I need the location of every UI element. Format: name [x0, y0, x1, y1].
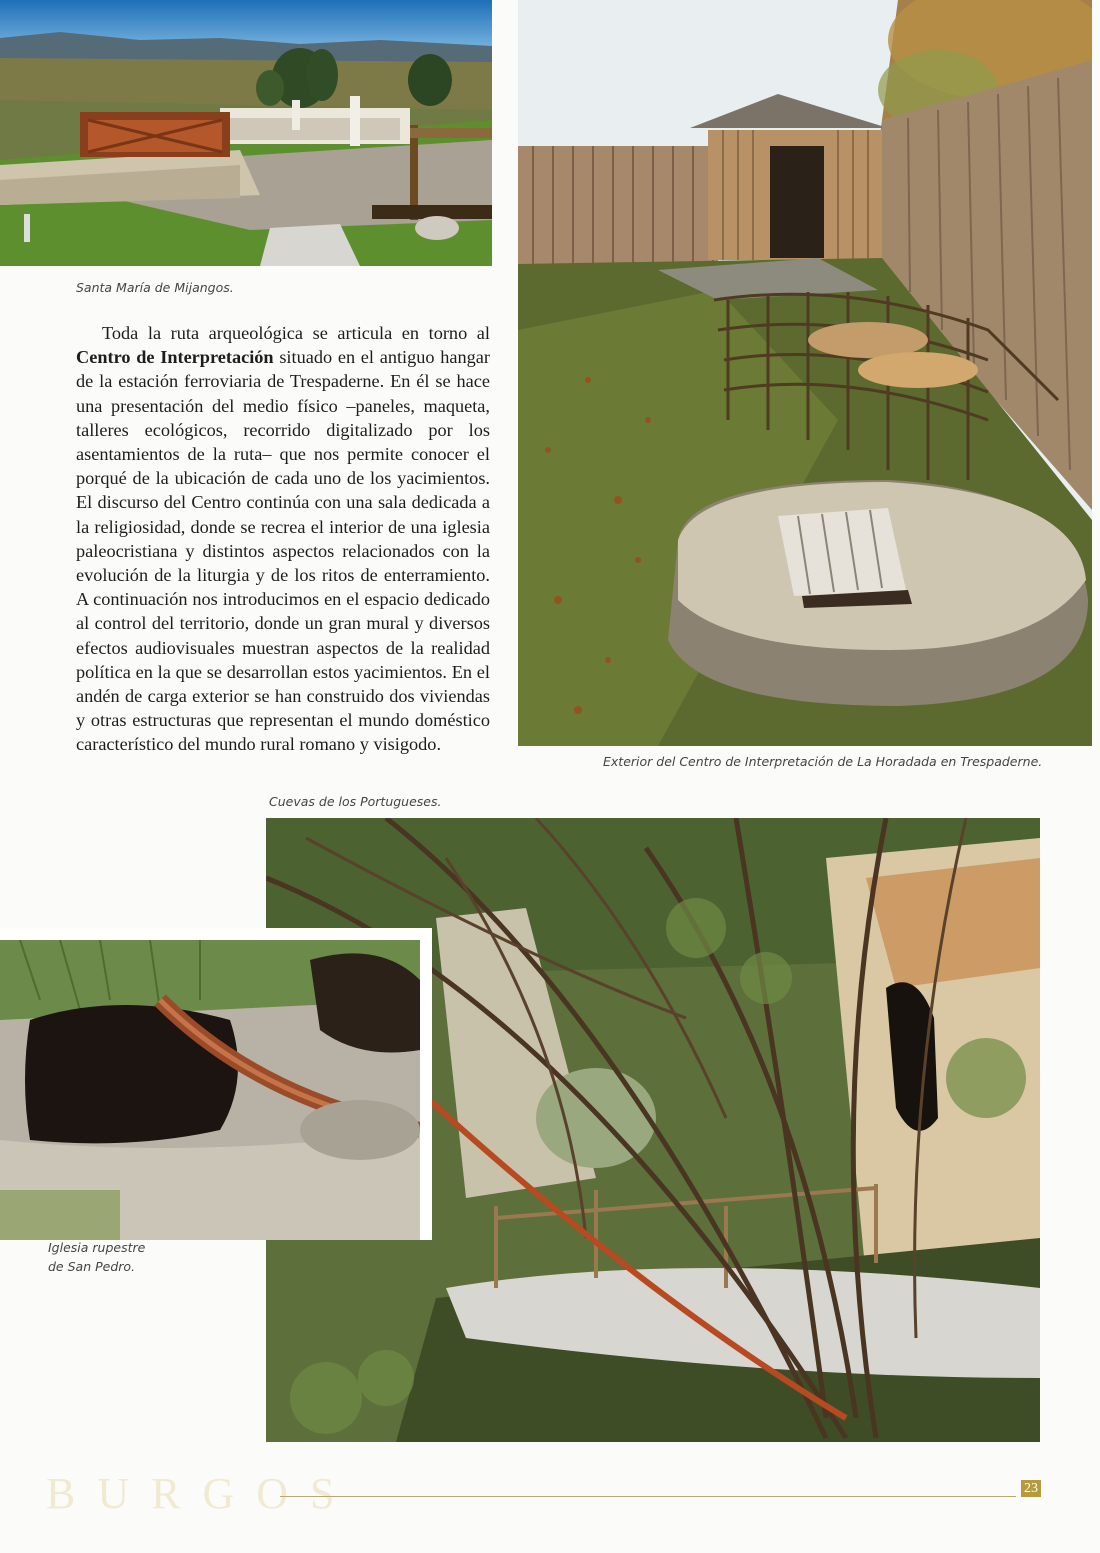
- caption-portugueses: Cuevas de los Portugueses.: [269, 794, 442, 809]
- photo-santa-maria-de-mijangos: [0, 0, 492, 266]
- caption-san-pedro-line1: Iglesia rupestre: [48, 1240, 146, 1255]
- article-intro: Toda la ruta arqueológica se articula en torno al: [102, 323, 490, 343]
- caption-mijangos: Santa María de Mijangos.: [76, 280, 234, 295]
- mijangos-photo-illustration: [0, 0, 492, 266]
- section-watermark-burgos: BURGOS: [46, 1469, 357, 1518]
- caption-san-pedro: [48, 1238, 145, 1277]
- article-paragraph: [76, 321, 490, 757]
- caption-san-pedro-line2: de San Pedro.: [48, 1259, 136, 1275]
- page-number: 23: [1021, 1480, 1041, 1497]
- photo-centro-interpretacion-horadada: [518, 0, 1092, 746]
- footer-rule: [280, 1496, 1016, 1497]
- centro-de-interpretacion-bold: Centro de Interpretación: [76, 347, 274, 368]
- article-body: situado en el antiguo hangar de la estación ferroviaria de Trespaderne. En él se hace una presentación del medio físico –paneles, maqueta, talleres ecológicos, recorrido digitalizado por los asentamientos de la ruta– que nos permite conocer el porqué de la ubicación de cada uno de los yacimientos. El discurso del Centro continúa con una sala dedicada a la religiosidad, donde se recrea el interior de una iglesia paleocristiana y distintos aspectos relacionados con la evolución de la liturgia y de los ritos de enterramiento. A continuación nos introducimos en el espacio dedicado al control del territorio, donde un gran mural y diversos efectos audiovisuales muestran aspectos de la realidad política en la que se desarrollan estos yacimientos. En el andén de carga exterior se han construido dos viviendas y otras estructuras que representan el mundo doméstico característico del mundo rural romano y visigodo.: [76, 347, 491, 755]
- san-pedro-photo-illustration: [0, 940, 420, 1240]
- caption-horadada: Exterior del Centro de Interpretación de La Horadada en Trespaderne.: [603, 754, 1043, 769]
- photo-iglesia-rupestre-san-pedro: [0, 928, 432, 1240]
- horadada-photo-illustration: [518, 0, 1092, 746]
